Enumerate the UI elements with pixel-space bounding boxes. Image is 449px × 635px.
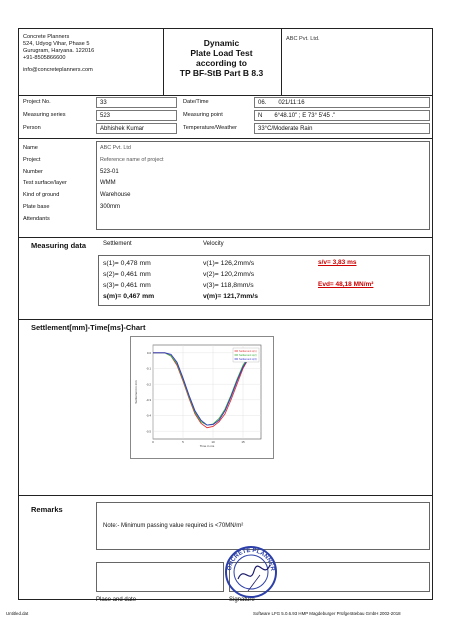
signature-label: Signature: [229, 597, 255, 603]
page-title: [163, 38, 280, 78]
detail-label: Number: [23, 168, 43, 175]
detail-label: Test surface/layer: [23, 180, 67, 187]
company-email: info@concreteplanners.com: [23, 67, 93, 73]
title-line: according to: [195, 58, 247, 68]
series-value: 523: [96, 110, 177, 121]
company-phone: +91-8505866600: [23, 55, 66, 61]
company-block: [23, 34, 158, 74]
divider: [19, 237, 432, 238]
detail-row: [23, 190, 423, 201]
detail-row: [23, 155, 423, 166]
settlement-mean: s(m)= 0,467 mm: [103, 293, 155, 300]
settlement-header: Settlement: [103, 241, 132, 247]
settlement-values: [103, 258, 154, 302]
title-line: TP BF-StB Part B 8.3: [179, 68, 264, 78]
project-no-label: Project No.: [23, 99, 51, 105]
stamp-icon: [224, 545, 278, 599]
detail-value: Reference name of project: [100, 156, 164, 163]
weather-label: Temperature/Weather: [183, 125, 237, 131]
y-tick-label: -0.1: [145, 366, 151, 371]
point-value: [254, 110, 430, 121]
legend-entry: Settlement s(2): [239, 354, 257, 357]
divider: [19, 319, 432, 320]
place-date-box: [96, 562, 224, 592]
detail-row: [23, 143, 423, 154]
person-value: Abhishek Kumar: [96, 123, 177, 134]
title-line: Plate Load Test: [190, 48, 253, 58]
y-tick-label: -0.3: [145, 398, 151, 403]
company-name: Concrete Planners: [23, 34, 70, 40]
velocity-values: [203, 258, 258, 302]
point-coords: 6°48.10" ; E 73° 5'45 .": [274, 113, 336, 119]
point-n: N: [258, 113, 263, 119]
point-label: Measuring point: [183, 112, 223, 118]
y-tick-label: 0.0: [146, 351, 151, 356]
series-label: Measuring series: [23, 112, 66, 118]
y-axis-label: Settlement in mm: [134, 380, 138, 404]
x-tick-label: 5: [182, 440, 184, 444]
chart-title: Settlement[mm]-Time[ms]-Chart: [31, 323, 146, 332]
weather-value: 33°C/Moderate Rain: [254, 123, 430, 134]
company-address: Gurugram, Haryana. 122016: [23, 48, 95, 54]
ratio-value: s/v= 3,83 ms: [318, 259, 357, 266]
detail-label: Plate base: [23, 204, 50, 210]
place-date-label: Place and date: [96, 597, 137, 603]
detail-value: ABC Pvt. Ltd: [100, 145, 131, 151]
chart-container: [130, 336, 274, 459]
x-tick-label: 15: [241, 440, 245, 444]
detail-value: 523-01: [100, 168, 119, 175]
project-no-value: 33: [96, 97, 177, 108]
legend-entry: Settlement s(1): [239, 350, 257, 353]
datetime-value: [254, 97, 430, 108]
footer-file: Untitled.dat: [6, 611, 29, 616]
velocity-v3: v(3)= 118,8mm/s: [203, 282, 254, 289]
velocity-v1: v(1)= 126,2mm/s: [203, 260, 255, 267]
remarks-note: Note:- Minimum passing value required is <70MN/m²: [103, 523, 244, 529]
datetime-label: Date/Time: [183, 99, 209, 105]
y-tick-label: -0.2: [145, 382, 151, 387]
y-tick-label: -0.4: [145, 413, 151, 418]
detail-label: Kind of ground: [23, 192, 60, 199]
x-tick-label: 0: [152, 440, 154, 444]
title-line: Dynamic: [203, 38, 240, 48]
detail-label: Name: [23, 145, 38, 151]
client-box: ABC Pvt. Ltd.: [286, 36, 320, 42]
legend-entry: Settlement s(3): [239, 358, 257, 361]
company-address: 524, Udyog Vihar, Phase 5: [23, 41, 90, 47]
velocity-header: Velocity: [203, 241, 224, 247]
velocity-v2: v(2)= 120,2mm/s: [203, 271, 255, 278]
svg-text:CONCRETE PLANNERS: ONCRETE PLANNER: [226, 547, 276, 572]
x-axis-label: Time in ms: [199, 444, 215, 448]
measuring-title: Measuring data: [31, 241, 87, 250]
company-stamp: [224, 545, 278, 599]
date-part: 06.: [258, 100, 267, 106]
person-label: Person: [23, 125, 41, 131]
date-rest: 021/11:16: [278, 100, 305, 106]
settlement-s1: s(1)= 0,478 mm: [103, 260, 151, 267]
divider: [19, 138, 432, 139]
detail-row: [23, 214, 423, 225]
detail-row: [23, 202, 423, 213]
y-tick-label: -0.5: [145, 429, 151, 434]
detail-value: Warehouse: [100, 192, 131, 199]
velocity-mean: v(m)= 121,7mm/s: [203, 293, 258, 300]
settlement-s3: s(3)= 0,461 mm: [103, 282, 151, 289]
detail-value: 300mm: [100, 204, 121, 210]
settlement-s2: s(2)= 0,461 mm: [103, 271, 151, 278]
divider: [19, 95, 432, 96]
x-tick-label: 10: [211, 440, 215, 444]
detail-row: [23, 167, 423, 178]
footer-software: Software LFG 5.0.6.93 HMP Magdeburger Prüfgerätebau GmbH 2002-2018: [253, 611, 401, 616]
detail-row: [23, 178, 423, 189]
detail-label: Attendants: [23, 215, 50, 222]
settlement-time-chart: [131, 337, 275, 460]
divider: [19, 495, 432, 496]
detail-value: WMM: [100, 180, 116, 187]
divider: [281, 29, 282, 95]
evd-value: Evd= 48,18 MN/m²: [318, 281, 374, 288]
detail-label: Project: [23, 156, 41, 163]
remarks-title: Remarks: [31, 505, 63, 514]
